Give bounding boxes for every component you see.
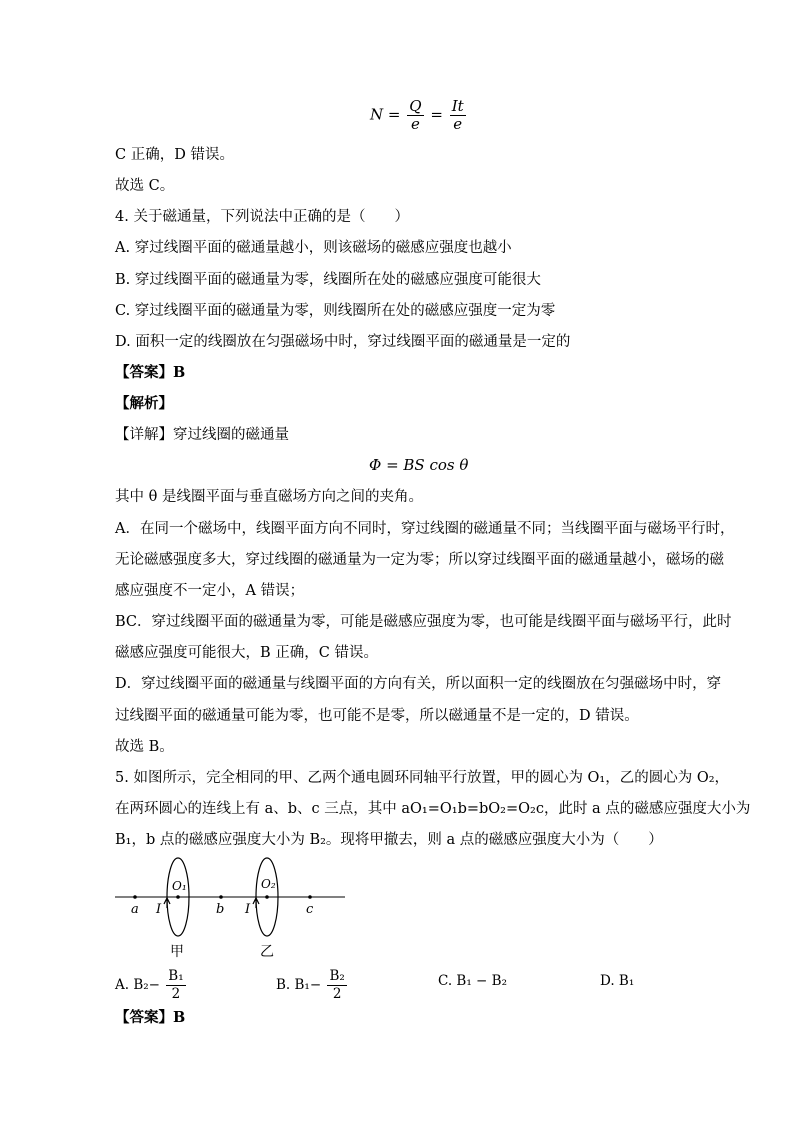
text-line: 其中 θ 是线圈平面与垂直磁场方向之间的夹角。 <box>115 489 423 505</box>
label-current-2: I <box>245 902 251 917</box>
text-line: 过线圈平面的磁通量可能为零，也可能不是零，所以磁通量不是一定的，D 错误。 <box>115 708 639 724</box>
fraction-denominator: e <box>410 115 420 133</box>
fraction-denominator: e <box>453 115 463 133</box>
question-5: 5. 如图所示，完全相同的甲、乙两个通电圆环同轴平行放置，甲的圆心为 O₁，乙的圆心为 O₂， <box>115 770 730 786</box>
option-4b: B. 穿过线圈平面的磁通量为零，线圈所在处的磁感应强度可能很大 <box>115 272 541 288</box>
formula-flux: Φ = BS cos θ <box>369 456 469 474</box>
option-5b <box>276 968 349 1003</box>
fraction-it-e <box>450 98 466 133</box>
point-c <box>308 895 312 899</box>
rings-figure <box>110 850 360 965</box>
formula-lhs: N = <box>370 105 401 124</box>
text-line: 在两环圆心的连线上有 a、b、c 三点，其中 aO₁=O₁b=bO₂=O₂c，此时 a 点的磁感应强度大小为 <box>115 801 751 817</box>
formula-n <box>370 98 468 133</box>
text-line: D．穿过线圈平面的磁通量与线圈平面的方向有关，所以面积一定的线圈放在匀强磁场中时，穿 <box>115 676 722 692</box>
label-yi: 乙 <box>260 944 274 960</box>
label-o1: O₁ <box>172 879 187 893</box>
option-5a <box>115 968 188 1003</box>
label-current-1: I <box>156 902 162 917</box>
fraction-numerator: It <box>451 97 464 115</box>
option-5c: C. B₁ − B₂ <box>438 973 507 989</box>
text-line: 故选 C。 <box>115 178 175 194</box>
answer-4: 【答案】B <box>115 364 186 381</box>
answer-5: 【答案】B <box>115 1009 186 1026</box>
fraction-numerator: B₂ <box>329 968 345 984</box>
text-line: C 正确，D 错误。 <box>115 147 234 163</box>
fraction-numerator: B₁ <box>168 968 184 984</box>
option-5b-prefix: B. B₁− <box>276 977 322 993</box>
option-5a-prefix: A. B₂− <box>115 977 160 993</box>
point-o2 <box>265 895 269 899</box>
analysis-heading: 【解析】 <box>115 395 173 412</box>
option-5d: D. B₁ <box>600 973 635 989</box>
point-a <box>133 895 137 899</box>
fraction-numerator: Q <box>409 97 422 115</box>
option-4c: C. 穿过线圈平面的磁通量为零，则线圈所在处的磁感应强度一定为零 <box>115 303 556 319</box>
point-o1 <box>176 895 180 899</box>
fraction-b1-2 <box>166 968 185 1003</box>
fraction-q-e <box>407 98 423 133</box>
label-o2: O₂ <box>261 877 276 891</box>
text-line: 感应强度不一定小，A 错误； <box>115 583 305 599</box>
detail-heading: 【详解】穿过线圈的磁通量 <box>115 427 289 443</box>
text-line: 故选 B。 <box>115 739 174 755</box>
point-b <box>219 895 223 899</box>
option-4a: A. 穿过线圈平面的磁通量越小，则该磁场的磁感应强度也越小 <box>115 240 512 256</box>
fraction-denominator: 2 <box>332 986 342 1002</box>
formula-equals: = <box>430 105 443 124</box>
text-line: 无论磁感强度多大，穿过线圈的磁通量为一定为零；所以穿过线圈平面的磁通量越小，磁场的磁 <box>115 552 724 568</box>
label-jia: 甲 <box>170 944 184 960</box>
label-a: a <box>131 902 139 917</box>
fraction-b2-2 <box>327 968 346 1003</box>
option-4d: D. 面积一定的线圈放在匀强磁场中时，穿过线圈平面的磁通量是一定的 <box>115 334 571 350</box>
text-line: A．在同一个磁场中，线圈平面方向不同时，穿过线圈的磁通量不同；当线圈平面与磁场平行时， <box>115 521 735 537</box>
label-c: c <box>306 902 314 917</box>
question-4: 4. 关于磁通量，下列说法中正确的是（ ） <box>115 209 409 225</box>
label-b: b <box>216 902 225 917</box>
text-line: B₁，b 点的磁感应强度大小为 B₂。现将甲撤去，则 a 点的磁感应强度大小为（ ） <box>115 832 663 848</box>
text-line: 磁感应强度可能很大，B 正确，C 错误。 <box>115 645 378 661</box>
fraction-denominator: 2 <box>171 986 181 1002</box>
text-line: BC．穿过线圈平面的磁通量为零，可能是磁感应强度为零，也可能是线圈平面与磁场平行，此时 <box>115 614 732 630</box>
